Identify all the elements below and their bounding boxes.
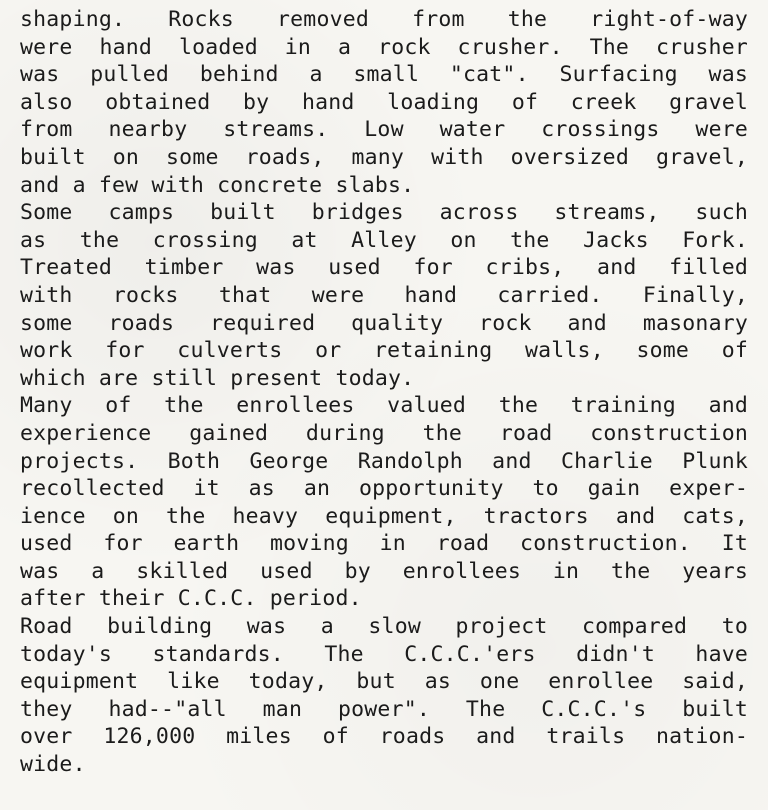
text-line: was pulled behind a small "cat". Surfacing was	[20, 62, 748, 88]
text-line: and a few with concrete slabs.	[20, 172, 415, 198]
text-line: experience gained during the road construction	[20, 420, 748, 446]
text-line: with rocks that were hand carried. Finally,	[20, 282, 748, 308]
text-line: today's standards. The C.C.C.'ers didn't have	[20, 641, 748, 667]
text-line: Road building was a slow project compared to	[20, 614, 748, 640]
text-line: used for earth moving in road construction. It	[20, 531, 748, 557]
text-line: which are still present today.	[20, 365, 415, 391]
text-line: Treated timber was used for cribs, and filled	[20, 255, 748, 281]
text-line: shaping. Rocks removed from the right-of-way	[20, 7, 748, 32]
text-line: were hand loaded in a rock crusher. The crusher	[20, 34, 748, 60]
text-line: after their C.C.C. period.	[20, 586, 362, 612]
text-line: also obtained by hand loading of creek gravel	[20, 89, 748, 115]
text-line: ience on the heavy equipment, tractors and cats,	[20, 503, 748, 529]
text-line: as the crossing at Alley on the Jacks Fork.	[20, 227, 748, 253]
text-line: Many of the enrollees valued the training and	[20, 393, 748, 419]
text-line: Some camps built bridges across streams, such	[20, 200, 748, 226]
text-line: built on some roads, many with oversized gravel,	[20, 144, 748, 170]
text-line: was a skilled used by enrollees in the years	[20, 558, 748, 584]
text-line: over 126,000 miles of roads and trails nation-	[20, 724, 748, 750]
text-line: equipment like today, but as one enrollee said,	[20, 669, 748, 695]
body-text	[20, 6, 748, 779]
text-line: some roads required quality rock and masonary	[20, 310, 748, 336]
text-line: projects. Both George Randolph and Charlie Plunk	[20, 448, 748, 474]
text-line: they had--"all man power". The C.C.C.'s built	[20, 696, 748, 722]
text-line: wide.	[20, 752, 86, 778]
text-line: from nearby streams. Low water crossings were	[20, 117, 748, 143]
text-line: recollected it as an opportunity to gain exper-	[20, 476, 748, 502]
text-line: work for culverts or retaining walls, some of	[20, 338, 748, 364]
